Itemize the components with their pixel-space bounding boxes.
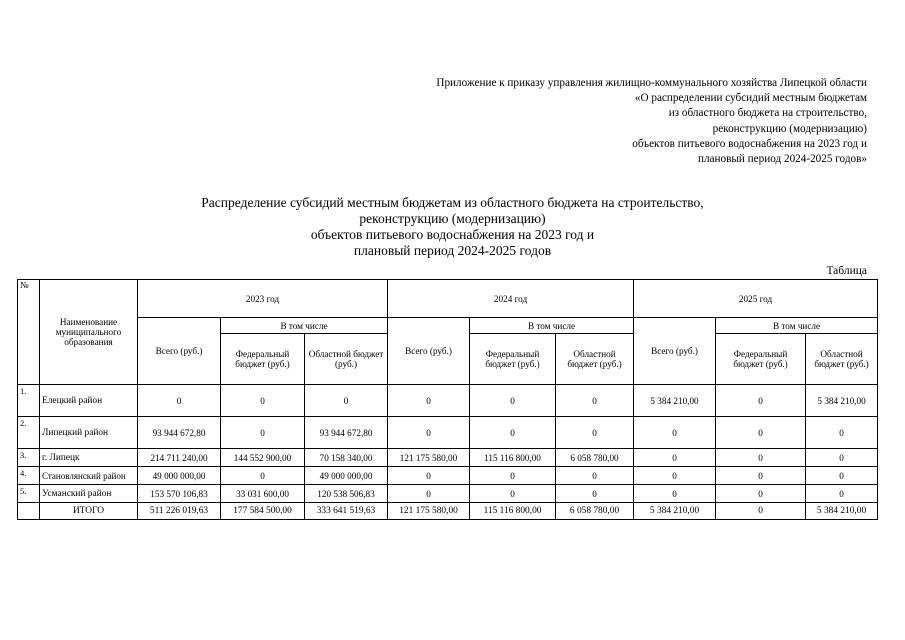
- cell-value: 0: [634, 417, 716, 449]
- cell-value: 0: [221, 417, 305, 449]
- appendix-line: объектов питьевого водоснабжения на 2023 год и: [632, 137, 867, 150]
- cell-value: 0: [556, 467, 634, 485]
- cell-value: 5 384 210,00: [806, 385, 878, 417]
- total-value: 121 175 580,00: [388, 503, 470, 520]
- total-num-cell: [18, 503, 40, 520]
- total-label: ИТОГО: [40, 503, 138, 520]
- cell-value: 0: [806, 449, 878, 467]
- header-federal-2023: Федеральный бюджет (руб.): [221, 334, 305, 385]
- header-total-2025: Всего (руб.): [634, 318, 716, 385]
- cell-value: 0: [556, 417, 634, 449]
- row-name: Липецкий район: [40, 417, 138, 449]
- row-number: 4.: [18, 467, 40, 485]
- cell-value: 0: [388, 467, 470, 485]
- appendix-line: «О распределении субсидий местным бюджетам: [634, 92, 867, 105]
- header-including-2023: В том числе: [221, 318, 388, 334]
- row-name: г. Липецк: [40, 449, 138, 467]
- appendix-line: из областного бюджета на строительство,: [668, 107, 867, 120]
- cell-value: 121 175 580,00: [388, 449, 470, 467]
- table-row: [18, 485, 878, 503]
- header-year-2025: 2025 год: [634, 280, 878, 318]
- cell-value: 0: [305, 385, 388, 417]
- cell-value: 0: [470, 467, 556, 485]
- cell-value: 0: [470, 485, 556, 503]
- total-value: 6 058 780,00: [556, 503, 634, 520]
- cell-value: 5 384 210,00: [634, 385, 716, 417]
- header-regional-2025: Областной бюджет (руб.): [806, 334, 878, 385]
- cell-value: 0: [634, 485, 716, 503]
- table-row: [18, 449, 878, 467]
- row-name: Становлянский район: [40, 467, 138, 485]
- total-value: 5 384 210,00: [806, 503, 878, 520]
- header-regional-2024: Областной бюджет (руб.): [556, 334, 634, 385]
- table-row: [18, 385, 878, 417]
- cell-value: 49 000 000,00: [138, 467, 221, 485]
- cell-value: 0: [716, 467, 806, 485]
- cell-value: 144 552 900,00: [221, 449, 305, 467]
- cell-value: 0: [388, 417, 470, 449]
- header-name: Наименование муниципального образования: [40, 280, 138, 385]
- appendix-header: [436, 76, 867, 167]
- cell-value: 120 538 506,83: [305, 485, 388, 503]
- title-line: реконструкцию (модернизацию): [359, 211, 546, 226]
- cell-value: 93 944 672,80: [305, 417, 388, 449]
- cell-value: 0: [221, 467, 305, 485]
- cell-value: 0: [556, 385, 634, 417]
- row-number: 3.: [18, 449, 40, 467]
- total-value: 0: [716, 503, 806, 520]
- row-name: Усманский район: [40, 485, 138, 503]
- title-line: объектов питьевого водоснабжения на 2023 год и: [310, 227, 595, 242]
- header-year-2023: 2023 год: [138, 280, 388, 318]
- document-title: [0, 195, 905, 259]
- cell-value: 214 711 240,00: [138, 449, 221, 467]
- cell-value: 0: [716, 449, 806, 467]
- row-number: 1.: [18, 385, 40, 417]
- appendix-line: плановый период 2024-2025 годов»: [697, 153, 867, 166]
- total-value: 333 641 519,63: [305, 503, 388, 520]
- total-value: 5 384 210,00: [634, 503, 716, 520]
- header-total-2023: Всего (руб.): [138, 318, 221, 385]
- subsidy-table: [17, 279, 878, 520]
- appendix-line: Приложение к приказу управления жилищно-коммунального хозяйства Липецкой области: [436, 77, 867, 89]
- total-value: 115 116 800,00: [470, 503, 556, 520]
- row-number: 5.: [18, 485, 40, 503]
- cell-value: 0: [470, 385, 556, 417]
- cell-value: 0: [806, 485, 878, 503]
- header-including-2024: В том числе: [470, 318, 634, 334]
- cell-value: 0: [556, 485, 634, 503]
- cell-value: 0: [634, 467, 716, 485]
- cell-value: 0: [138, 385, 221, 417]
- header-year-2024: 2024 год: [388, 280, 634, 318]
- cell-value: 0: [716, 485, 806, 503]
- total-value: 511 226 019,63: [138, 503, 221, 520]
- cell-value: 33 031 600,00: [221, 485, 305, 503]
- cell-value: 0: [806, 417, 878, 449]
- total-value: 177 584 500,00: [221, 503, 305, 520]
- cell-value: 0: [716, 417, 806, 449]
- cell-value: 0: [634, 449, 716, 467]
- cell-value: 0: [806, 467, 878, 485]
- cell-value: 70 158 340,00: [305, 449, 388, 467]
- cell-value: 93 944 672,80: [138, 417, 221, 449]
- header-total-2024: Всего (руб.): [388, 318, 470, 385]
- title-line: плановый период 2024-2025 годов: [353, 243, 552, 258]
- header-regional-2023: Областной бюджет (руб.): [305, 334, 388, 385]
- cell-value: 49 000 000,00: [305, 467, 388, 485]
- cell-value: 0: [388, 385, 470, 417]
- table-label: Таблица: [826, 265, 867, 277]
- header-federal-2025: Федеральный бюджет (руб.): [716, 334, 806, 385]
- cell-value: 0: [716, 385, 806, 417]
- cell-value: 0: [470, 417, 556, 449]
- header-including-2025: В том числе: [716, 318, 878, 334]
- row-name: Елецкий район: [40, 385, 138, 417]
- table-row: [18, 417, 878, 449]
- table-row: [18, 467, 878, 485]
- cell-value: 6 058 780,00: [556, 449, 634, 467]
- cell-value: 115 116 800,00: [470, 449, 556, 467]
- row-number: 2.: [18, 417, 40, 449]
- cell-value: 0: [388, 485, 470, 503]
- total-row: [18, 503, 878, 520]
- header-federal-2024: Федеральный бюджет (руб.): [470, 334, 556, 385]
- cell-value: 153 570 106,83: [138, 485, 221, 503]
- appendix-line: реконструкцию (модернизацию): [712, 122, 867, 135]
- header-num: №: [18, 280, 40, 385]
- cell-value: 0: [221, 385, 305, 417]
- title-line: Распределение субсидий местным бюджетам из областного бюджета на строительство,: [201, 195, 704, 210]
